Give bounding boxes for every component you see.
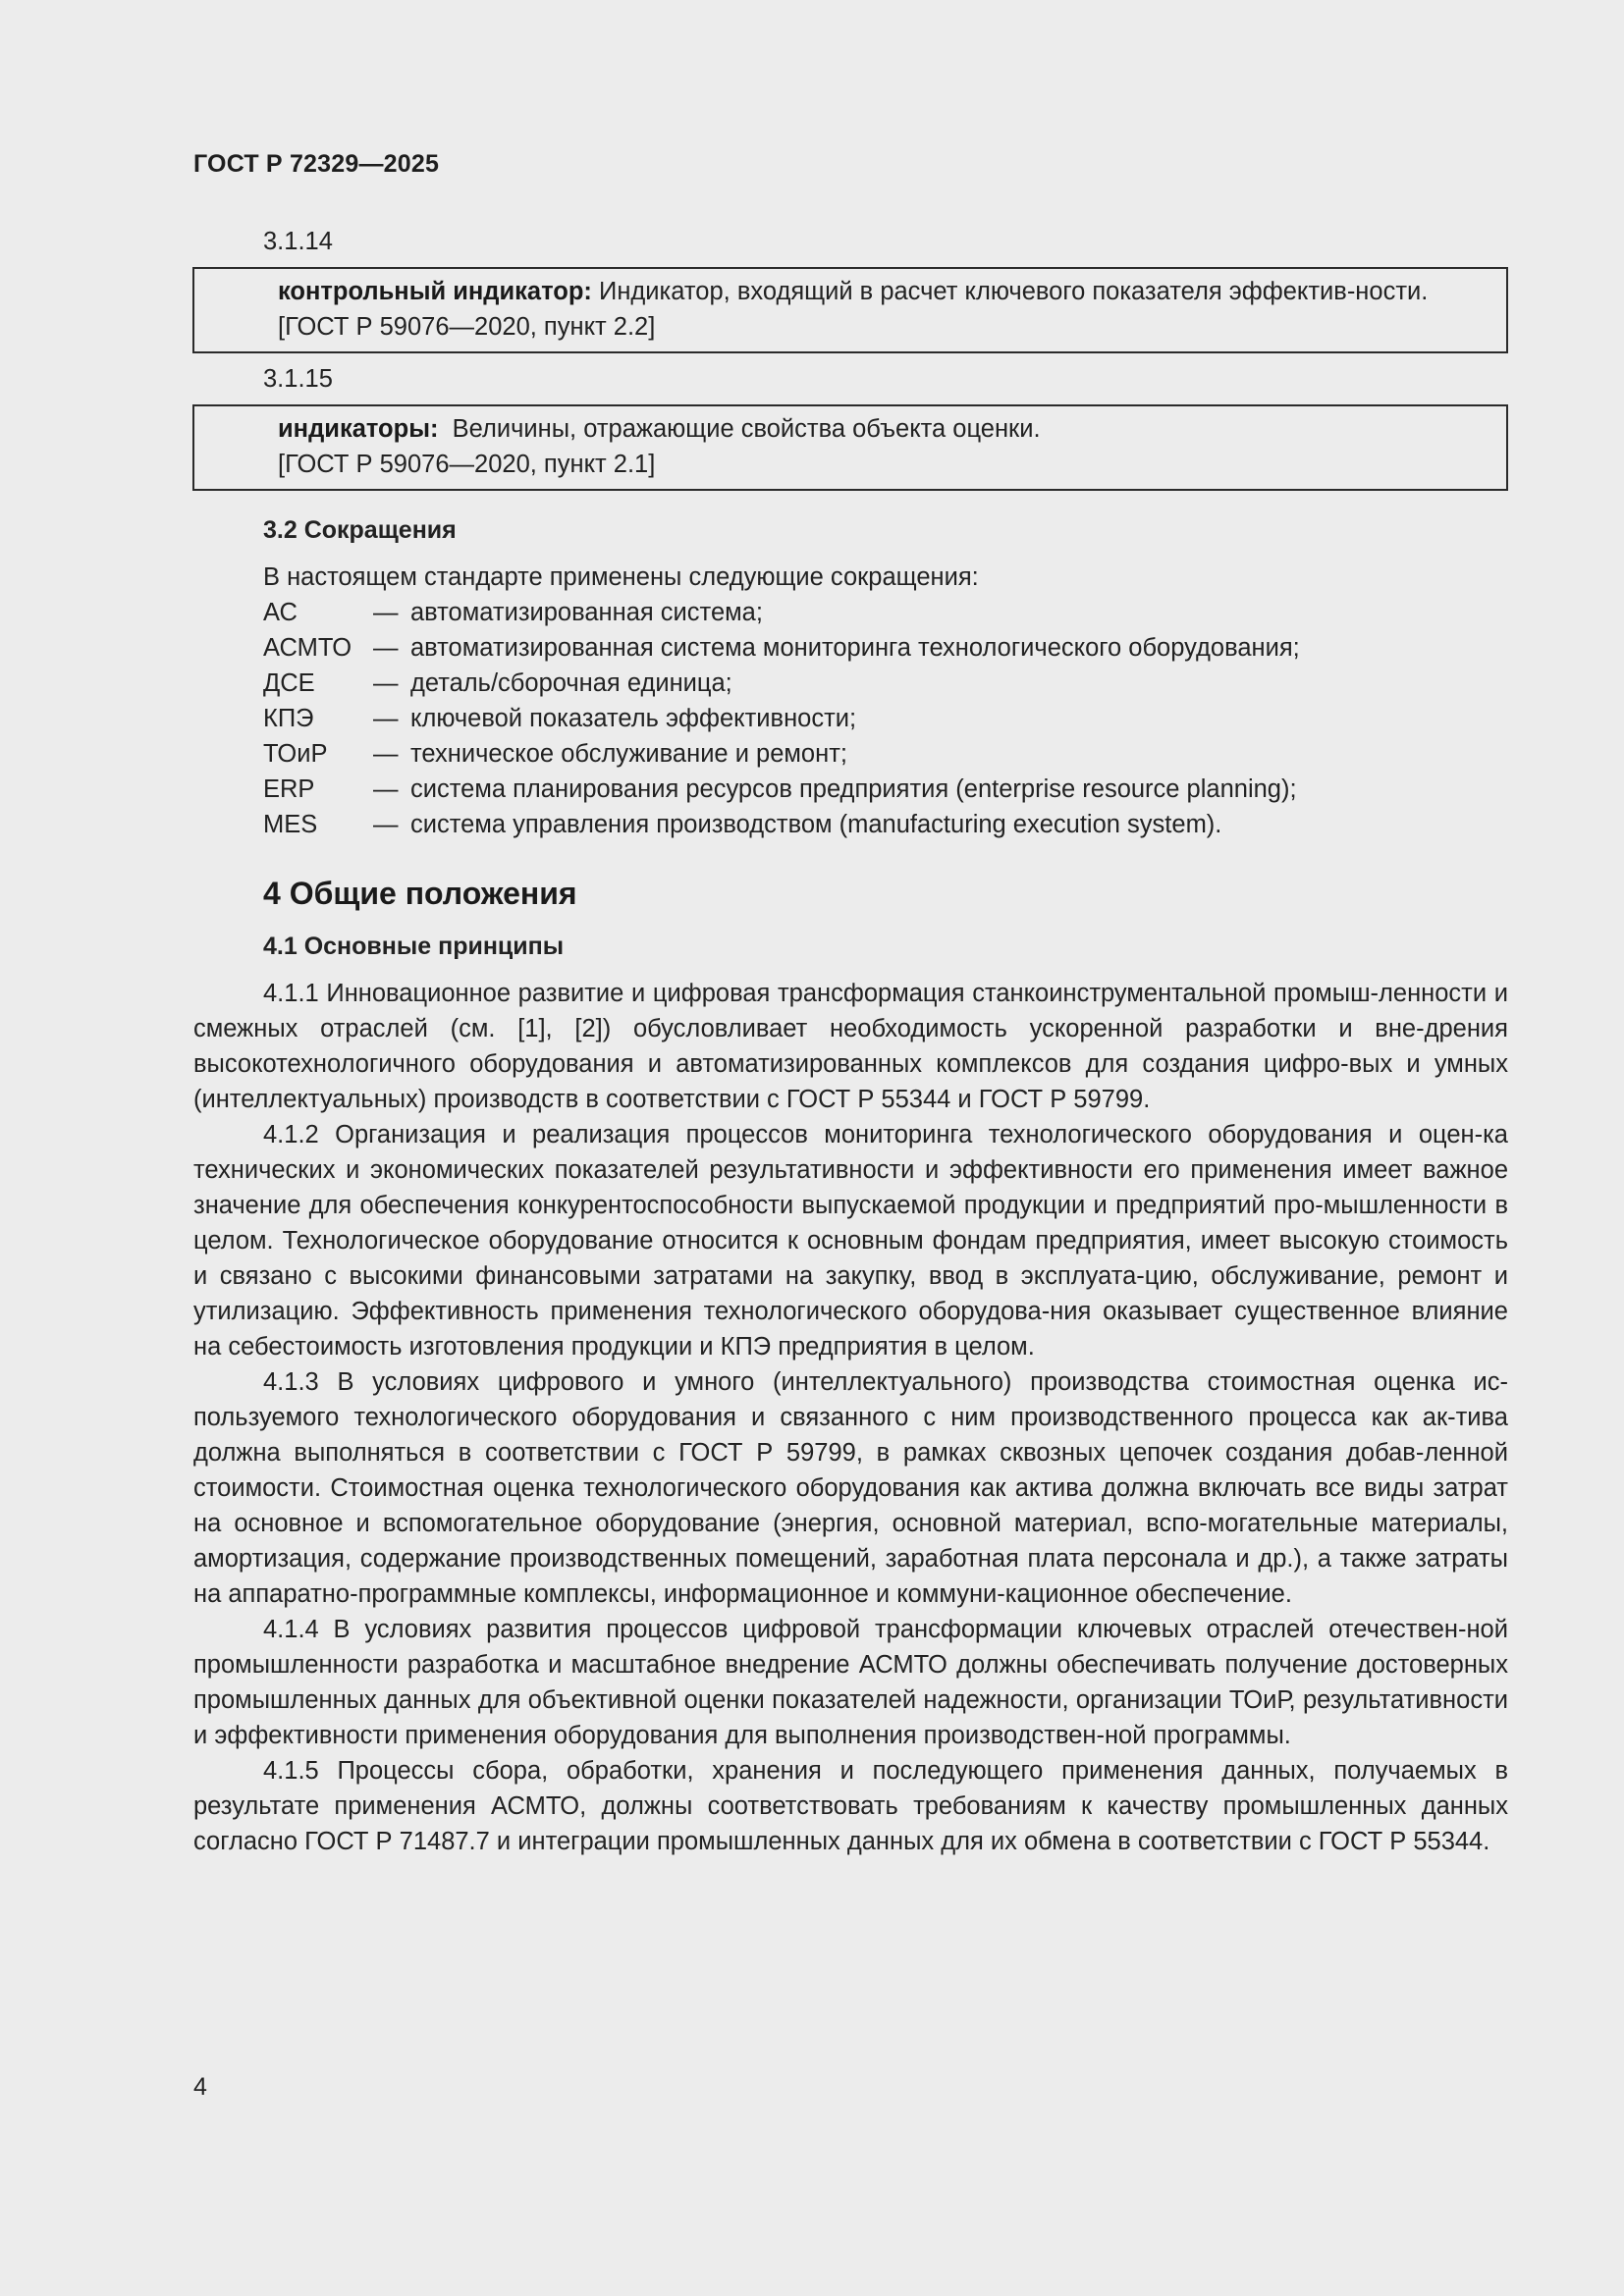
list-item xyxy=(263,736,1508,772)
paragraph: 4.1.4 В условиях развития процессов цифровой трансформации ключевых отраслей отечествен-ной промышленности разработка и масштабное внедрение АСМТО должны обеспечивать получение достоверных промышленных данных для объективной оценки показателей надежности, организации ТОиР, результативности и эффективности применения оборудования для выполнения производствен-ной программы. xyxy=(193,1616,1508,1749)
abbr-code: ТОиР xyxy=(263,740,328,768)
abbr-text: техническое обслуживание и ремонт; xyxy=(410,740,847,768)
abbr-text: система управления производством (manufacturing execution system). xyxy=(410,811,1222,838)
abbr-text: ключевой показатель эффективности; xyxy=(410,705,857,732)
abbr-code: ДСЕ xyxy=(263,669,315,697)
abbr-code: ERP xyxy=(263,775,315,803)
section-heading-abbreviations: 3.2 Сокращения xyxy=(263,516,457,544)
document-header: ГОСТ Р 72329—2025 xyxy=(193,150,440,178)
abbr-dash: — xyxy=(373,669,399,697)
abbr-dash: — xyxy=(373,634,399,662)
paragraph: 4.1.2 Организация и реализация процессов мониторинга технологического оборудования и оцен-ка технических и экономических показателей результативности и эффективности его применения имеет важное значение для обеспечения конкурентоспособности выпускаемой продукции и предприятий про-мышленности в целом. Технологическое оборудование относится к основным фондам предприятия, имеет высокую стоимость и связано с высокими финансовыми затратами на закупку, ввод в эксплуата-цию, обслуживание, ремонт и утилизацию. Эффективность применения технологического оборудова-ния оказывает существенное влияние на себестоимость изготовления продукции и КПЭ предприятия в целом. xyxy=(193,1121,1508,1361)
abbr-dash: — xyxy=(373,599,399,626)
page-content xyxy=(193,224,1508,1859)
abbr-dash: — xyxy=(373,775,399,803)
page-number: 4 xyxy=(193,2073,207,2101)
term-source: [ГОСТ Р 59076—2020, пункт 2.1] xyxy=(278,451,656,478)
term-definition xyxy=(208,274,1492,309)
abbr-code: АС xyxy=(263,599,298,626)
list-item xyxy=(263,666,1508,701)
paragraph: 4.1.3 В условиях цифрового и умного (интеллектуального) производства стоимостная оценка ис-пользуемого технологического оборудования и связанного с ним производственного процесса как ак-тива должна выполняться в соответствии с ГОСТ Р 59799, в рамках сквозных цепочек создания добав-ленной стоимости. Стоимостная оценка технологического оборудования как актива должна включать все виды затрат на основное и вспомогательное оборудование (энергия, основной материал, вспо-могательные материалы, амортизация, содержание производственных помещений, заработная плата персонала и др.), а также затраты на аппаратно-программные комплексы, информационное и коммуни-кационное обеспечение. xyxy=(193,1368,1508,1608)
abbreviations-list xyxy=(263,595,1508,842)
abbr-code: КПЭ xyxy=(263,705,314,732)
abbr-text: система планирования ресурсов предприятия (enterprise resource planning); xyxy=(410,775,1297,803)
abbr-dash: — xyxy=(373,740,399,768)
term-source: [ГОСТ Р 59076—2020, пункт 2.2] xyxy=(278,313,656,341)
term-name: контрольный индикатор: xyxy=(278,278,592,305)
abbr-code: MES xyxy=(263,811,318,838)
term-number: 3.1.15 xyxy=(263,365,333,393)
list-item xyxy=(263,630,1508,666)
term-text: Величины, отражающие свойства объекта оценки. xyxy=(452,415,1041,443)
term-definition xyxy=(208,411,1492,447)
subsection-title: 4.1 Основные принципы xyxy=(263,933,565,960)
list-item xyxy=(263,595,1508,630)
abbr-dash: — xyxy=(373,811,399,838)
abbr-dash: — xyxy=(373,705,399,732)
term-number: 3.1.14 xyxy=(263,228,333,255)
paragraph: 4.1.1 Инновационное развитие и цифровая трансформация станкоинструментальной промыш-ленности и смежных отраслей (см. [1], [2]) обусловливает необходимость ускоренной разработки и вне-дрения высокотехнологичного оборудования и автоматизированных комплексов для создания цифро-вых и умных (интеллектуальных) производств в соответствии с ГОСТ Р 55344 и ГОСТ Р 59799. xyxy=(193,980,1508,1113)
abbr-text: деталь/сборочная единица; xyxy=(410,669,732,697)
term-definition-box xyxy=(192,404,1508,491)
abbr-code: АСМТО xyxy=(263,634,352,662)
abbreviations-intro: В настоящем стандарте применены следующие сокращения: xyxy=(263,563,979,591)
term-text: Индикатор, входящий в расчет ключевого показателя эффектив-ности. xyxy=(599,278,1429,305)
abbr-text: автоматизированная система мониторинга технологического оборудования; xyxy=(410,634,1300,662)
term-name: индикаторы: xyxy=(278,415,439,443)
list-item xyxy=(263,701,1508,736)
body-text xyxy=(193,976,1508,1859)
section-title: 4 Общие положения xyxy=(263,876,577,911)
term-definition-box xyxy=(192,267,1508,353)
list-item xyxy=(263,772,1508,807)
abbr-text: автоматизированная система; xyxy=(410,599,763,626)
list-item xyxy=(263,807,1508,842)
paragraph: 4.1.5 Процессы сбора, обработки, хранения и последующего применения данных, получаемых в результате применения АСМТО, должны соответствовать требованиям к качеству промышленных данных согласно ГОСТ Р 71487.7 и интеграции промышленных данных для их обмена в соответствии с ГОСТ Р 55344. xyxy=(193,1757,1508,1855)
